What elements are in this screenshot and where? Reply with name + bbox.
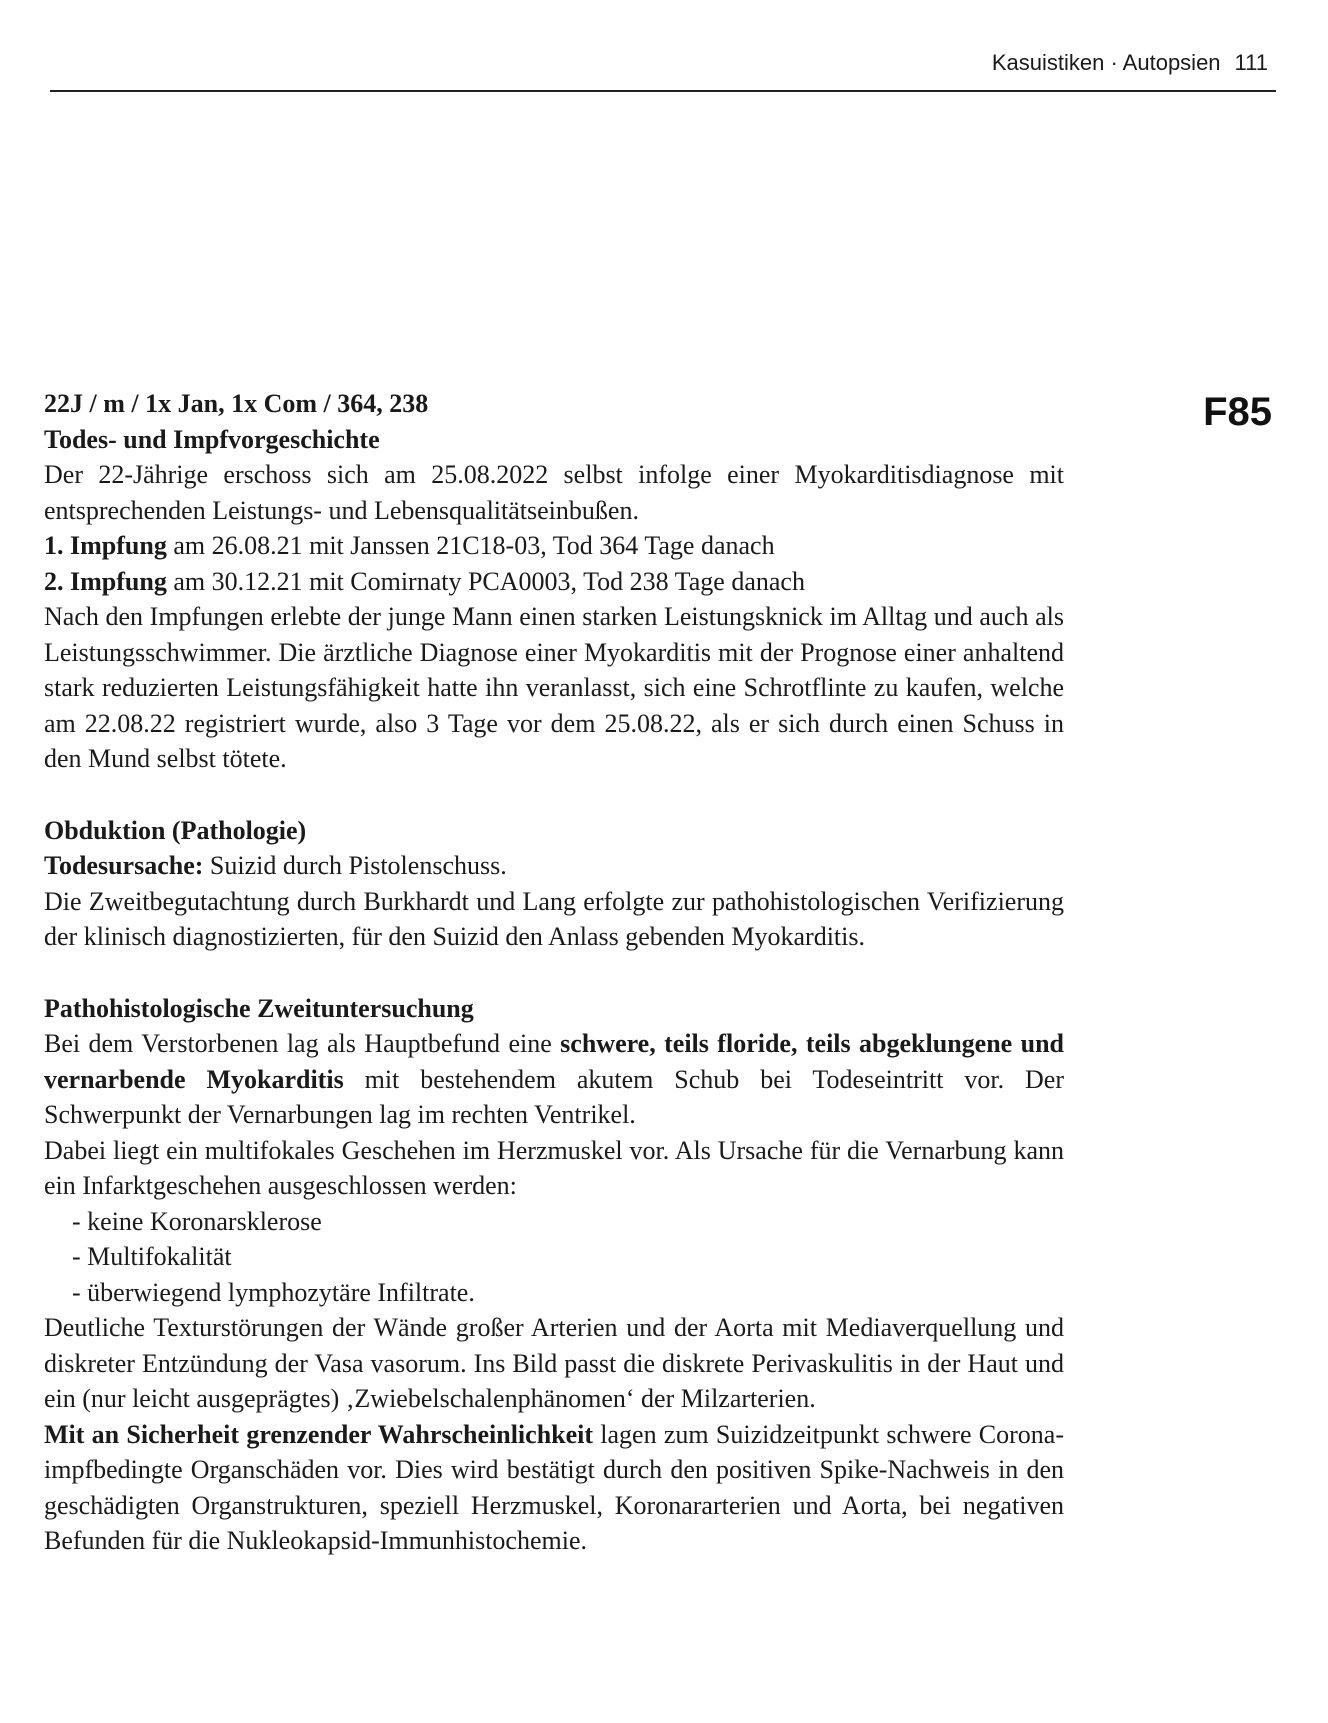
findings-list [44, 1204, 1064, 1311]
page-header [50, 44, 1276, 92]
cause-text: Suizid durch Pistolenschuss. [203, 851, 507, 880]
cause-label: Todesursache: [44, 851, 204, 880]
vaccination-2-label: 2. Impfung [44, 566, 167, 596]
histo-p1-bold: schwere, teils floride, teils abgeklungene und vernarbende Myokarditis [44, 1029, 1064, 1094]
conclusion-paragraph [44, 1417, 1064, 1559]
histo-p1-start: Bei dem Verstorbenen lag als Hauptbefund eine [44, 1029, 561, 1058]
history-body: Nach den Impfungen erlebte der junge Mann einen starken Leistungsknick im Alltag und auch als Leistungsschwimmer. Die ärztliche Diagnose einer Myokarditis mit der Prognose einer anhaltend stark reduzierten Leistungsfähigkeit hatte ihn veranlasst, sich eine Schrotflinte zu kaufen, welche am 22.08.22 registriert wurde, also 3 Tage vor dem 25.08.22, als er sich durch einen Schuss in den Mund selbst tötete. [44, 602, 1064, 773]
autopsy-body: Die Zweitbegutachtung durch Burkhardt und Lang erfolgte zur pathohistologischen Verifizierung der klinisch diagnostizierten, für den Suizid den Anlass gebenden Myokarditis. [44, 886, 1064, 951]
case-summary-line: 22J / m / 1x Jan, 1x Com / 364, 238 [44, 389, 429, 418]
list-item: - Multifokalität [72, 1242, 232, 1271]
running-title: Kasuistiken · Autopsien [991, 50, 1221, 75]
conclusion-bold: Mit an Sicherheit grenzender Wahrscheinlichkeit [44, 1419, 594, 1449]
history-heading: Todes- und Impfvorgeschichte [44, 424, 380, 454]
spacer [44, 955, 1064, 991]
histo-paragraph-2: Dabei liegt ein multifokales Geschehen im Herzmuskel vor. Als Ursache für die Vernarbung kann ein Infarktgeschehen ausgeschlossen werden: [44, 1135, 1064, 1200]
list-item: - keine Koronarsklerose [72, 1206, 322, 1236]
vaccination-1-label: 1. Impfung [44, 531, 167, 560]
case-id: F85 [1203, 390, 1272, 434]
histo-heading: Pathohistologische Zweituntersuchung [44, 993, 474, 1023]
running-header [992, 50, 1268, 76]
histo-paragraph-3: Deutliche Texturstörungen der Wände großer Arterien und der Aorta mit Mediaverquellung und diskreter Entzündung der Vasa vasorum. Ins Bild passt die diskrete Perivaskulitis in der Haut und ein (nur leicht ausgeprägtes) ‚Zwiebelschalenphänomen‘ der Milzarterien. [44, 1313, 1064, 1413]
vaccination-1 [44, 528, 1064, 564]
autopsy-heading: Obduktion (Pathologie) [44, 815, 307, 845]
page-number: 111 [1234, 50, 1268, 75]
conclusion-text: lagen zum Suizidzeitpunkt schwere Corona-impfbedingte Organschäden vor. Dies wird bestätigt durch den positiven Spike-Nachweis in den geschädigten Organstrukturen, speziell Herzmuskel, Koronararterien und Aorta, bei negativen Befunden für die Nukleokapsid-Immunhistochemie. [44, 1419, 1064, 1555]
histo-paragraph-1 [44, 1026, 1064, 1133]
histo-p1-end: mit bestehendem akutem Schub bei Todeseintritt vor. Der Schwerpunkt der Vernarbungen lag im rechten Ventrikel. [44, 1064, 1064, 1129]
vaccination-2-text: am 30.12.21 mit Comirnaty PCA0003, Tod 238 Tage danach [166, 566, 805, 596]
list-item: - überwiegend lymphozytäre Infiltrate. [72, 1277, 475, 1307]
case-text [44, 386, 1064, 1559]
spacer [44, 777, 1064, 813]
vaccination-1-text: am 26.08.21 mit Janssen 21C18-03, Tod 364 Tage danach [166, 531, 775, 560]
history-intro: Der 22-Jährige erschoss sich am 25.08.2022 selbst infolge einer Myokarditisdiagnose mit entsprechenden Leistungs- und Lebensqualitätseinbußen. [44, 460, 1064, 525]
vaccination-2 [44, 564, 1064, 600]
cause-of-death [44, 848, 1064, 884]
